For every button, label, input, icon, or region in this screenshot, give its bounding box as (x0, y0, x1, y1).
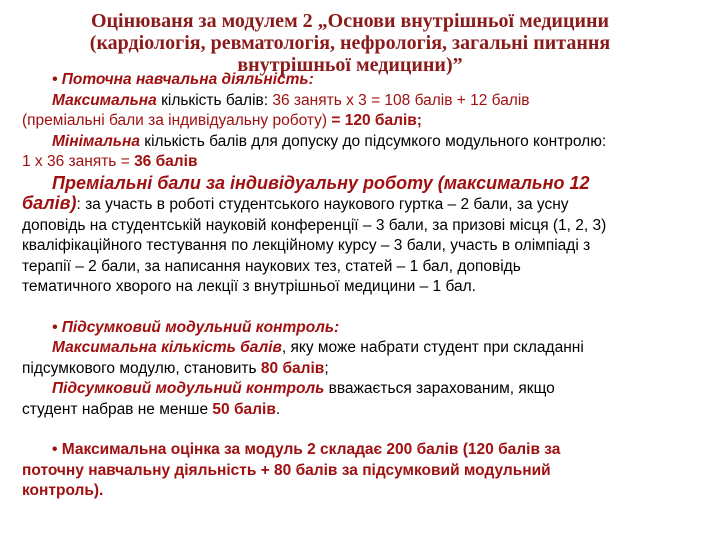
premium-line-3: кваліфікаційного тестування по лекційному курсу – 3 бали, участь в олімпіаді з (22, 237, 591, 254)
final-pass-text-1: вважається зарахованим, якщо (324, 380, 555, 397)
current-activity-heading: • Поточна навчальна діяльність: (52, 71, 314, 88)
final-max-text-1: , яку може набрати студент при складанні (281, 339, 584, 356)
current-max-calc: 36 занять х 3 = 108 балів + 12 балів (272, 91, 530, 109)
final-control-heading: • Підсумковий модульний контроль: (52, 318, 340, 336)
current-max-label: Максимальна (52, 91, 157, 109)
final-max-label: Максимальна кількість балів (52, 339, 282, 356)
premium-line-4: терапії – 2 бали, за написання наукових тез, статей – 1 бал, доповідь (22, 257, 521, 275)
spacer (22, 420, 712, 440)
final-pass-line (22, 379, 712, 400)
current-min-label: Мінімальна (52, 132, 140, 150)
current-min-line-2 (22, 152, 712, 173)
final-max-end: ; (324, 359, 329, 377)
current-min-line (22, 132, 712, 153)
summary-line-2: поточну навчальну діяльність + 80 балів за підсумковий модульний (22, 461, 551, 479)
premium-heading-b: балів) (22, 193, 77, 213)
final-max-line (22, 338, 712, 359)
premium-line-2: доповідь на студентській науковій конференції – 3 бали, за призові місця (1, 2, 3) (22, 216, 607, 234)
title-line-1: Оцінюваня за модулем 2 „Основи внутрішньої медицини (90, 10, 610, 32)
current-min-text: кількість балів для допуску до підсумкого модульного контролю: (140, 132, 607, 150)
current-max-line (22, 91, 712, 112)
premium-line-1 (22, 193, 712, 216)
final-pass-label: Підсумковий модульний контроль (52, 380, 325, 397)
final-pass-value: 50 балів (212, 400, 276, 418)
title-line-2: (кардіологія, ревматологія, нефрологія, загальні питання (89, 32, 611, 54)
current-min-total: 36 балів (134, 153, 198, 170)
current-max-total: = 120 балів; (327, 112, 422, 129)
final-max-value: 80 балів (260, 359, 325, 377)
current-max-calc-2: (преміальні бали за індивідуальну роботу) (22, 112, 328, 129)
current-max-line-2 (22, 111, 712, 132)
final-max-line-2 (22, 359, 712, 380)
summary-line-3: контроль). (22, 482, 104, 499)
final-max-text-2: підсумкового модулю, становить (22, 359, 261, 377)
final-pass-text-2: студент набрав не менше (22, 400, 213, 418)
summary-line-1: • Максимальна оцінка за модуль 2 складає 200 балів (120 балів за (52, 441, 561, 458)
slide-body (22, 70, 712, 502)
premium-heading: Преміальні бали за індивідуальну роботу (максимально 12 (52, 172, 590, 193)
final-pass-end: . (275, 400, 281, 418)
final-pass-line-2 (22, 400, 712, 421)
current-max-text: кількість балів: (156, 91, 273, 109)
spacer (22, 298, 712, 318)
slide-title (20, 10, 680, 76)
current-min-calc: 1 х 36 занять = (22, 153, 135, 170)
title-line-3: внутрішньої медицини)” (237, 54, 463, 76)
premium-text-1: : за участь в роботі студентського наукового гуртка – 2 бали, за усну (76, 196, 569, 213)
premium-line-5: тематичного хворого на лекції з внутрішньої медицини – 1 бал. (22, 278, 476, 295)
